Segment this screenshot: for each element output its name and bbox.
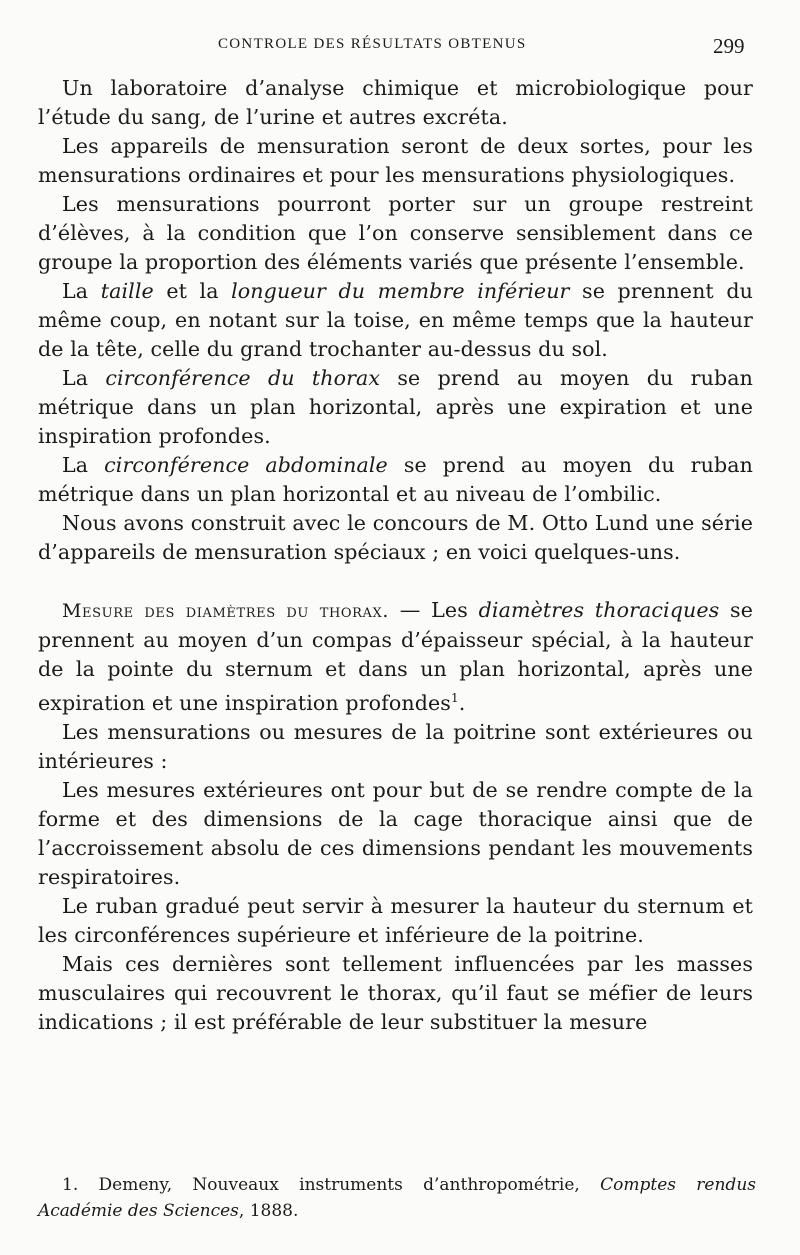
section-heading: Mesure des diamètres du thorax. [62,600,390,622]
paragraph-ruban-gradue: Le ruban gradué peut servir à mesurer la hauteur du sternum et les circonférences supérieure et inférieure de la poitrine. [38,894,753,947]
footnote-source: Comptes rendus Académie des Sciences [38,1175,756,1221]
paragraph-laboratoire: Un laboratoire d’analyse chimique et microbiologique pour l’étude du sang, de l’urine et autres excréta. [38,76,753,129]
body-text [38,74,753,1037]
paragraph-taille: La taille et la longueur du membre inférieur se prennent du même coup, en notant sur la toise, en même temps que la hauteur de la tête, celle du grand trochanter au-dessus du sol. [38,279,753,361]
paragraph-mesures-exterieures: Les mesures extérieures ont pour but de se rendre compte de la forme et des dimensions de la cage thoracique ainsi que de l’accroissement absolu de ces dimensions pendant les mouvements respiratoires. [38,778,753,889]
term-circonference-thorax: circonférence du thorax [105,366,381,390]
paragraph-masses-musculaires: Mais ces dernières sont tellement influencées par les masses musculaires qui recouvrent le thorax, qu’il faut se méfier de leurs indications ; il est préférable de leur substituer la mesure [38,952,753,1034]
footnote-number: 1. [62,1175,79,1195]
running-title: CONTROLE DES RÉSULTATS OBTENUS [218,36,527,52]
term-longueur-membre: longueur du membre inférieur [231,279,570,303]
paragraph-appareils-speciaux: Nous avons construit avec le concours de M. Otto Lund une série d’appareils de mensuration spéciaux ; en voici quelques-uns. [38,511,753,564]
term-taille: taille [100,279,154,303]
term-diametres-thoraciques: diamètres thoraciques [478,598,720,622]
paragraph-diametres-thorax: Mesure des diamètres du thorax. — Les diamètres thoraciques se prennent au moyen d’un compas d’épaisseur spécial, à la hauteur de la pointe du sternum et dans un plan horizontal, après une expiration et une inspiration profondes$^1$. [38,598,753,715]
paragraph-groupe-restreint: Les mensurations pourront porter sur un groupe restreint d’élèves, à la condition que l’on conserve sensiblement dans ce groupe la proportion des éléments variés que présente l’ensemble. [38,192,753,274]
paragraph-mensurations-poitrine: Les mensurations ou mesures de la poitrine sont extérieures ou intérieures : [38,720,753,773]
footnote-reference: 1 [450,691,459,705]
paragraph-circonference-thorax: La circonférence du thorax se prend au moyen du ruban métrique dans un plan horizontal, après une expiration et une inspiration profondes. [38,366,753,448]
page-number: 299 [713,34,745,58]
term-circonference-abdominale: circonférence abdominale [104,453,388,477]
paragraph-circonference-abdominale: La circonférence abdominale se prend au moyen du ruban métrique dans un plan horizontal et au niveau de l’ombilic. [38,453,753,506]
paragraph-appareils: Les appareils de mensuration seront de deux sortes, pour les mensurations ordinaires et pour les mensurations physiologiques. [38,134,753,187]
running-header [0,36,800,58]
footnote: 1. Demeny, Nouveaux instruments d’anthropométrie, Comptes rendus Académie des Sciences, 1888. [38,1175,756,1221]
